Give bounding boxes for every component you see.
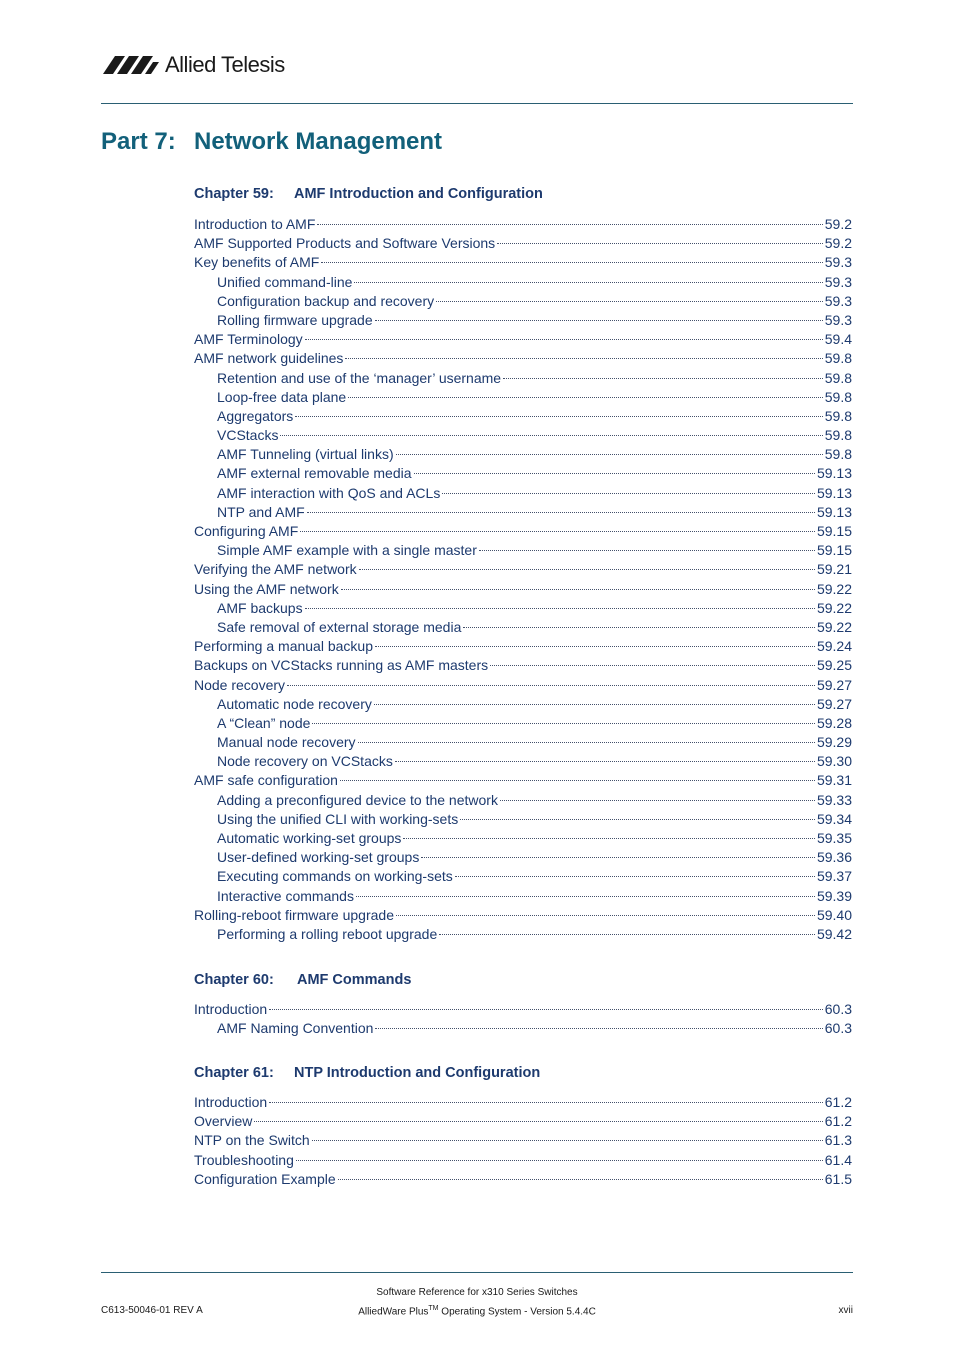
toc-entry-title: Troubleshooting: [194, 1151, 294, 1168]
toc-entry-page: 59.34: [816, 810, 852, 827]
toc-entry-title: Introduction: [194, 1094, 268, 1110]
allied-telesis-logo-icon: [101, 54, 161, 76]
toc-entry[interactable]: [194, 925, 852, 944]
chapter-label: Chapter 61:: [194, 1065, 274, 1081]
toc-entry-title: Configuration Example: [194, 1170, 336, 1187]
toc-entry[interactable]: [194, 234, 852, 253]
leader-dots: [317, 224, 822, 225]
toc-entry[interactable]: [194, 560, 852, 579]
toc-entry-page: 59.8: [824, 388, 852, 405]
toc-entry-page: 61.2: [824, 1113, 852, 1130]
toc-entry-page: 59.3: [824, 254, 852, 271]
toc-entry[interactable]: [194, 618, 852, 637]
toc-entry-page: 59.28: [816, 714, 852, 731]
leader-dots: [307, 512, 815, 513]
toc-entry-title: User-defined working-set groups: [217, 849, 420, 866]
toc-entry[interactable]: [194, 829, 852, 848]
leader-dots: [421, 857, 815, 858]
toc-entry-title: AMF interaction with QoS and ACLs: [217, 484, 441, 501]
leader-dots: [497, 243, 823, 244]
toc-entry-title: Rolling-reboot firmware upgrade: [194, 906, 394, 923]
toc-entry-title: Overview: [194, 1113, 253, 1130]
toc-entry-page: 59.21: [816, 561, 852, 578]
chapter-title: NTP Introduction and Configuration: [294, 1065, 541, 1081]
leader-dots: [375, 320, 823, 321]
toc-entry-title: AMF Naming Convention: [217, 1020, 374, 1037]
toc-entry-page: 59.15: [816, 542, 852, 559]
toc-entry-page: 59.8: [824, 427, 852, 444]
toc-entry-page: 59.27: [816, 676, 852, 693]
toc-entry-title: Aggregators: [217, 407, 294, 424]
toc-entry[interactable]: [194, 1151, 852, 1170]
footer-os-version: AlliedWare Plus™ Operating System - Version 5.4.4C: [358, 1305, 596, 1318]
toc-entry-title: Introduction: [194, 1001, 268, 1017]
toc-entry[interactable]: [194, 464, 852, 483]
toc-entry-title: AMF network guidelines: [194, 350, 344, 367]
toc-entry-title: Performing a manual backup: [194, 638, 373, 655]
toc-entry-title: Safe removal of external storage media: [217, 618, 462, 635]
toc-entry-page: 59.35: [816, 830, 852, 846]
toc-entry-page: 59.24: [816, 638, 852, 655]
toc-entry-title: NTP and AMF: [217, 503, 305, 520]
footer-product: Software Reference for x310 Series Switches: [376, 1287, 578, 1298]
toc-entry-page: 59.15: [816, 523, 852, 539]
chapter-heading: [194, 970, 411, 990]
toc-entry[interactable]: [194, 867, 852, 886]
toc-list: [194, 1000, 852, 1038]
leader-dots: [300, 531, 815, 532]
toc-entry-title: Simple AMF example with a single master: [217, 542, 477, 559]
leader-dots: [295, 416, 822, 417]
toc-entry-title: Node recovery: [194, 676, 286, 693]
toc-entry[interactable]: [194, 522, 852, 541]
toc-entry-title: Performing a rolling reboot upgrade: [217, 925, 438, 942]
toc-entry-page: 61.2: [824, 1094, 852, 1110]
toc-entry-page: 59.33: [816, 791, 852, 808]
toc-entry[interactable]: [194, 407, 852, 426]
toc-entry[interactable]: [194, 887, 852, 906]
toc-entry[interactable]: [194, 541, 852, 560]
toc-entry-page: 59.4: [824, 331, 852, 348]
toc-entry-page: 59.25: [816, 657, 852, 674]
toc-entry-page: 59.30: [816, 753, 852, 770]
toc-entry-title: AMF Supported Products and Software Versions: [194, 235, 496, 252]
leader-dots: [455, 876, 815, 877]
toc-entry-title: AMF external removable media: [217, 465, 412, 482]
toc-entry-page: 59.3: [824, 273, 852, 290]
leader-dots: [305, 608, 815, 609]
toc-entry-title: Unified command-line: [217, 273, 353, 290]
toc-entry-page: 59.3: [824, 311, 852, 328]
leader-dots: [414, 473, 815, 474]
toc-entry[interactable]: [194, 215, 852, 234]
toc-entry-page: 59.42: [816, 925, 852, 942]
toc-entry[interactable]: [194, 906, 852, 925]
leader-dots: [305, 339, 823, 340]
toc-entry-page: 61.5: [824, 1170, 852, 1187]
toc-entry-title: Configuration backup and recovery: [217, 292, 435, 309]
toc-entry-title: AMF backups: [217, 599, 303, 616]
leader-dots: [338, 1179, 823, 1180]
toc-entry-page: 61.3: [824, 1132, 852, 1149]
toc-entry-page: 59.40: [816, 906, 852, 923]
toc-entry[interactable]: [194, 810, 852, 829]
toc-entry-title: Executing commands on working-sets: [217, 868, 453, 885]
leader-dots: [490, 665, 815, 666]
toc-entry-title: Key benefits of AMF: [194, 254, 320, 271]
toc-entry[interactable]: [194, 714, 852, 733]
toc-entry-page: 60.3: [824, 1001, 852, 1017]
toc-list: [194, 1093, 852, 1189]
chapter-label: Chapter 59:: [194, 186, 274, 202]
part-label: Part 7:: [101, 128, 176, 155]
toc-entry-title: Using the unified CLI with working-sets: [217, 810, 459, 827]
toc-entry[interactable]: [194, 445, 852, 464]
toc-entry-title: Node recovery on VCStacks: [217, 753, 393, 770]
toc-entry-title: AMF Terminology: [194, 331, 303, 348]
toc-entry[interactable]: [194, 253, 852, 272]
leader-dots: [396, 915, 815, 916]
toc-entry[interactable]: [194, 369, 852, 388]
chapter-title: AMF Introduction and Configuration: [294, 186, 543, 202]
toc-entry-page: 59.2: [824, 216, 852, 232]
toc-entry-page: 59.22: [816, 618, 852, 635]
toc-entry[interactable]: [194, 676, 852, 695]
toc-entry-page: 59.27: [816, 695, 852, 712]
toc-entry[interactable]: [194, 1093, 852, 1112]
toc-entry[interactable]: [194, 733, 852, 752]
toc-entry-page: 59.8: [824, 350, 852, 367]
brand-name: Allied Telesis: [165, 52, 285, 77]
toc-entry-title: Backups on VCStacks running as AMF masters: [194, 657, 489, 674]
toc-entry[interactable]: [194, 426, 852, 445]
brand-logo: [101, 52, 285, 78]
toc-entry-title: Automatic node recovery: [217, 695, 372, 712]
toc-entry[interactable]: [194, 1170, 852, 1189]
chapter-heading: [194, 1063, 540, 1083]
toc-entry-title: Configuring AMF: [194, 523, 299, 539]
toc-entry-page: 59.8: [824, 446, 852, 463]
leader-dots: [503, 378, 823, 379]
leader-dots: [500, 800, 815, 801]
leader-dots: [375, 1028, 822, 1029]
toc-entry[interactable]: [194, 1131, 852, 1150]
toc-entry[interactable]: [194, 1000, 852, 1019]
toc-entry[interactable]: [194, 1112, 852, 1131]
toc-entry[interactable]: [194, 580, 852, 599]
leader-dots: [345, 358, 822, 359]
toc-entry[interactable]: [194, 791, 852, 810]
leader-dots: [358, 742, 815, 743]
toc-entry-title: Introduction to AMF: [194, 216, 316, 232]
toc-entry-title: Retention and use of the ‘manager’ username: [217, 369, 502, 386]
leader-dots: [359, 569, 815, 570]
leader-dots: [479, 550, 815, 551]
leader-dots: [312, 723, 815, 724]
header-rule: [101, 103, 853, 104]
leader-dots: [254, 1121, 822, 1122]
toc-entry-title: Using the AMF network: [194, 580, 339, 597]
leader-dots: [442, 493, 815, 494]
toc-entry-page: 59.13: [816, 484, 852, 501]
toc-list: [194, 215, 852, 944]
leader-dots: [374, 704, 815, 705]
leader-dots: [460, 819, 815, 820]
toc-entry-title: Automatic working-set groups: [217, 830, 402, 846]
leader-dots: [269, 1009, 823, 1010]
leader-dots: [296, 1160, 823, 1161]
leader-dots: [375, 646, 815, 647]
toc-entry-page: 59.37: [816, 868, 852, 885]
toc-entry-title: Interactive commands: [217, 887, 354, 904]
leader-dots: [269, 1102, 823, 1103]
toc-entry-page: 59.8: [824, 369, 852, 386]
chapter-heading: [194, 184, 543, 204]
toc-entry[interactable]: [194, 330, 852, 349]
toc-entry-page: 59.2: [824, 235, 852, 252]
toc-entry-title: Verifying the AMF network: [194, 561, 357, 578]
toc-entry[interactable]: [194, 484, 852, 503]
footer-rule: [101, 1272, 853, 1273]
leader-dots: [396, 454, 823, 455]
toc-entry-page: 59.3: [824, 292, 852, 309]
leader-dots: [348, 397, 823, 398]
toc-entry-title: Manual node recovery: [217, 734, 356, 751]
toc-entry[interactable]: [194, 637, 852, 656]
leader-dots: [395, 761, 815, 762]
leader-dots: [340, 780, 815, 781]
toc-entry[interactable]: [194, 1019, 852, 1038]
leader-dots: [280, 435, 822, 436]
toc-entry-title: AMF safe configuration: [194, 772, 338, 789]
toc-entry[interactable]: [194, 503, 852, 522]
toc-entry[interactable]: [194, 848, 852, 867]
toc-entry-title: AMF Tunneling (virtual links): [217, 446, 394, 463]
toc-entry[interactable]: [194, 311, 852, 330]
part-name: Network Management: [194, 128, 443, 155]
toc-entry-page: 59.29: [816, 734, 852, 751]
toc-entry-page: 59.22: [816, 599, 852, 616]
toc-entry[interactable]: [194, 273, 852, 292]
toc-entry-page: 59.31: [816, 772, 852, 789]
leader-dots: [341, 589, 815, 590]
toc-entry-title: Loop-free data plane: [217, 388, 347, 405]
leader-dots: [321, 262, 822, 263]
toc-entry-page: 59.22: [816, 580, 852, 597]
toc-entry[interactable]: [194, 695, 852, 714]
leader-dots: [287, 685, 815, 686]
toc-entry[interactable]: [194, 752, 852, 771]
document-id: C613-50046-01 REV A: [101, 1305, 203, 1316]
toc-entry-title: A “Clean” node: [217, 714, 311, 731]
leader-dots: [312, 1140, 823, 1141]
page-number: xvii: [838, 1305, 853, 1316]
toc-entry[interactable]: [194, 656, 852, 675]
leader-dots: [403, 838, 815, 839]
toc-entry-page: 59.39: [816, 887, 852, 904]
toc-entry[interactable]: [194, 349, 852, 368]
toc-entry-title: VCStacks: [217, 427, 279, 444]
toc-entry[interactable]: [194, 599, 852, 618]
leader-dots: [356, 896, 815, 897]
toc-entry[interactable]: [194, 292, 852, 311]
leader-dots: [436, 301, 823, 302]
toc-entry-title: NTP on the Switch: [194, 1132, 310, 1149]
toc-entry-page: 59.13: [816, 465, 852, 482]
chapter-title: AMF Commands: [297, 972, 412, 988]
toc-entry-page: 59.36: [816, 849, 852, 866]
toc-entry-page: 59.8: [824, 407, 852, 424]
toc-entry[interactable]: [194, 771, 852, 790]
toc-entry-title: Adding a preconfigured device to the network: [217, 791, 498, 808]
toc-entry-page: 61.4: [824, 1151, 852, 1168]
chapter-label: Chapter 60:: [194, 972, 274, 988]
toc-entry-title: Rolling firmware upgrade: [217, 311, 373, 328]
part-title: [101, 126, 442, 158]
toc-entry-page: 59.13: [816, 503, 852, 520]
toc-entry-page: 60.3: [824, 1020, 852, 1037]
leader-dots: [439, 934, 815, 935]
leader-dots: [354, 282, 822, 283]
leader-dots: [463, 627, 815, 628]
toc-entry[interactable]: [194, 388, 852, 407]
